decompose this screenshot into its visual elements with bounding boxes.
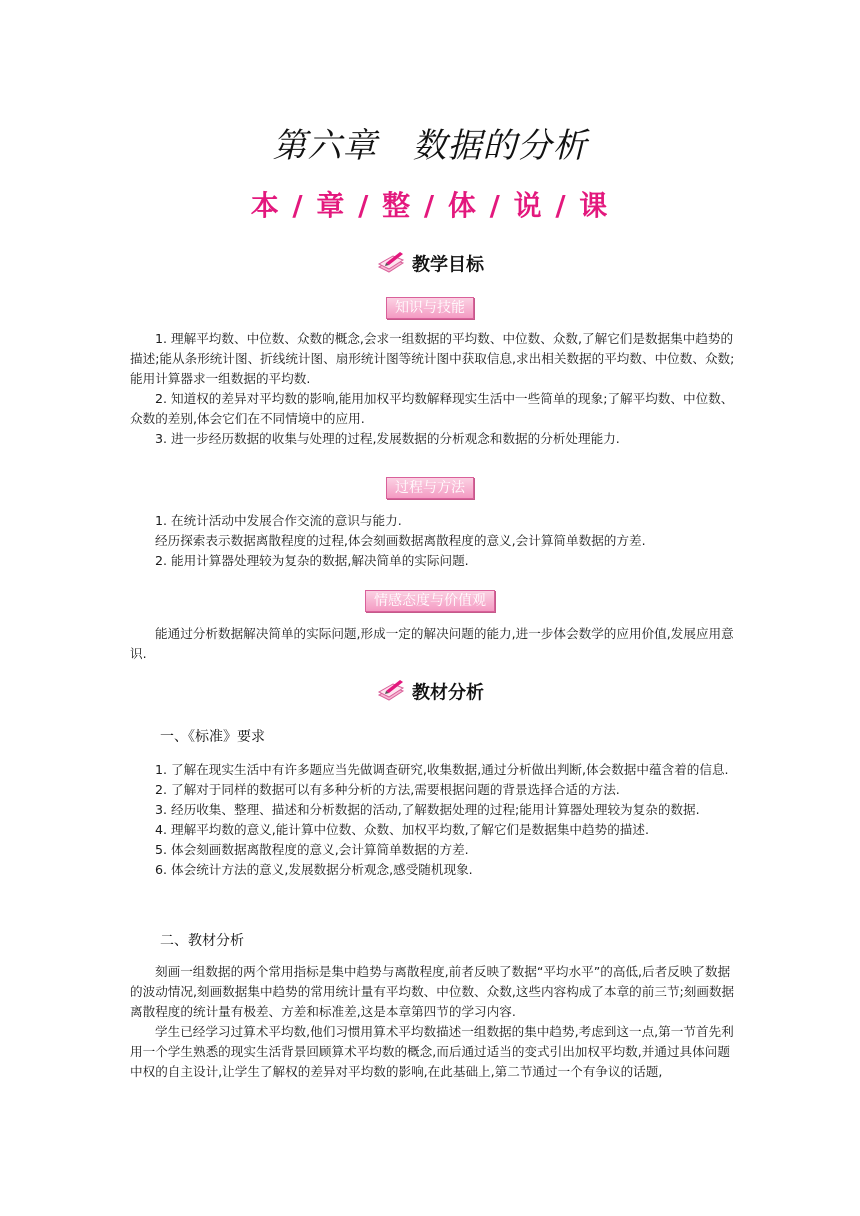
list-item: 2. 能用计算器处理较为复杂的数据,解决简单的实际问题. [155,553,469,568]
emotion-text-block [130,624,736,664]
standard-list [130,760,736,880]
chapter-title: 第六章 数据的分析 [272,126,588,166]
list-item: 1. 理解平均数、中位数、众数的概念,会求一组数据的平均数、中位数、众数,了解它们是数据集中趋势的描述;能从条形统计图、折线统计图、扇形统计图等统计图中获取信息,求出相关数据的平均数、中位数、众数;能用计算器求一组数据的平均数. [130,331,735,386]
paragraph: 学生已经学习过算术平均数,他们习惯用算术平均数描述一组数据的集中趋势,考虑到这一点,第一节首先利用一个学生熟悉的现实生活背景回顾算术平均数的概念,而后通过适当的变式引出加权平均数,并通过具体问题中权的自主设计,让学生了解权的差异对平均数的影响,在此基础上,第二节通过一个有争议的话题, [130,1024,734,1079]
list-item: 经历探索表示数据离散程度的过程,体会刻画数据离散程度的意义,会计算简单数据的方差. [155,533,646,548]
analysis-heading [0,678,860,709]
list-item: 4. 理解平均数的意义,能计算中位数、众数、加权平均数,了解它们是数据集中趋势的描述. [155,822,649,837]
list-item: 2. 知道权的差异对平均数的影响,能用加权平均数解释现实生活中一些简单的现象;了解平均数、中位数、众数的差别,体会它们在不同情境中的应用. [130,391,734,426]
list-item: 1. 了解在现实生活中有许多题应当先做调查研究,收集数据,通过分析做出判断,体会数据中蕴含着的信息. [155,762,729,777]
analysis-body [130,962,736,1082]
list-item: 2. 了解对于同样的数据可以有多种分析的方法,需要根据问题的背景选择合适的方法. [155,782,620,797]
list-item: 3. 进一步经历数据的收集与处理的过程,发展数据的分析观念和数据的分析处理能力. [155,431,620,446]
tag-process: 过程与方法 [386,477,474,499]
pencil-notebook-icon [376,678,406,709]
goals-heading [0,250,860,281]
section-banner: 本 / 章 / 整 / 体 / 说 / 课 [250,189,610,222]
knowledge-list [130,329,736,449]
list-item: 1. 在统计活动中发展合作交流的意识与能力. [155,513,402,528]
list-item: 5. 体会刻画数据离散程度的意义,会计算简单数据的方差. [155,842,469,857]
tag-emotion: 情感态度与价值观 [365,590,495,612]
emotion-text: 能通过分析数据解决简单的实际问题,形成一定的解决问题的能力,进一步体会数学的应用价值,发展应用意识. [130,626,734,661]
tag-knowledge: 知识与技能 [386,297,474,319]
pencil-notebook-icon [376,250,406,281]
analysis-title: 教材分析 [412,682,484,704]
goals-title: 教学目标 [412,254,484,276]
analysis-subheading: 二、教材分析 [160,933,244,949]
process-list [130,511,736,571]
list-item: 6. 体会统计方法的意义,发展数据分析观念,感受随机现象. [155,862,473,877]
paragraph: 刻画一组数据的两个常用指标是集中趋势与离散程度,前者反映了数据“平均水平”的高低,后者反映了数据的波动情况,刻画数据集中趋势的常用统计量有平均数、中位数、众数,这些内容构成了本章的前三节;刻画数据离散程度的统计量有极差、方差和标准差,这是本章第四节的学习内容. [130,964,735,1019]
standard-heading: 一、《标准》要求 [160,729,265,745]
list-item: 3. 经历收集、整理、描述和分析数据的活动,了解数据处理的过程;能用计算器处理较为复杂的数据. [155,802,700,817]
